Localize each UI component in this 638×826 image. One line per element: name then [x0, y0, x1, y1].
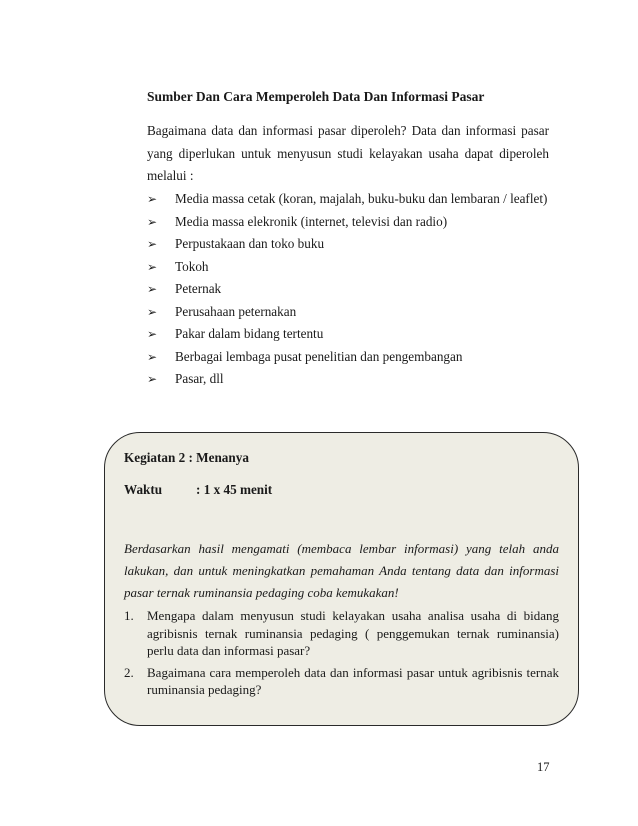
arrow-bullet-icon: ➢ — [147, 192, 158, 206]
list-item — [147, 346, 549, 369]
arrow-bullet-icon: ➢ — [147, 304, 158, 319]
list-item-text: Berbagai lembaga pusat penelitian dan pengembangan — [175, 348, 463, 364]
question-list — [124, 607, 559, 703]
page-number: 17 — [537, 760, 550, 774]
arrow-bullet-icon: ➢ — [147, 349, 158, 364]
list-item — [147, 323, 549, 346]
question-number: 2. — [124, 664, 134, 680]
arrow-bullet-icon: ➢ — [147, 372, 158, 386]
question-item — [124, 607, 559, 660]
list-item — [147, 278, 549, 301]
time-label: Waktu — [124, 482, 163, 497]
list-item — [147, 188, 549, 211]
activity-prompt: Berdasarkan hasil mengamati (membaca lembar informasi) yang telah anda lakukan, dan untuk meningkatkan pemahaman Anda tentang data dan informasi pasar ternak ruminansia pedaging coba kemukakan! — [124, 541, 559, 600]
activity-title: Kegiatan 2 : Menanya — [124, 450, 249, 465]
list-item-text: Peternak — [175, 281, 222, 296]
intro-paragraph: Bagaimana data dan informasi pasar diperoleh? Data dan informasi pasar yang diperlukan untuk menyusun studi kelayakan usaha dapat diperoleh melalui : — [147, 123, 549, 183]
arrow-bullet-icon: ➢ — [147, 282, 158, 296]
section-title: Sumber Dan Cara Memperoleh Data Dan Informasi Pasar — [147, 89, 485, 104]
list-item-text: Media massa cetak (koran, majalah, buku-buku dan lembaran / leaflet) — [175, 191, 548, 206]
arrow-bullet-icon: ➢ — [147, 214, 158, 229]
list-item — [147, 256, 549, 279]
arrow-bullet-icon: ➢ — [147, 259, 158, 274]
question-text: Mengapa dalam menyusun studi kelayakan usaha analisa usaha di bidang agribisnis ternak ruminansia pedaging ( penggemukan ternak ruminansia) perlu data dan informasi pasar? — [147, 608, 559, 658]
question-text: Bagaimana cara memperoleh data dan informasi pasar untuk agribisnis ternak ruminansia pedaging? — [147, 664, 559, 697]
list-item-text: Perusahaan peternakan — [175, 303, 297, 319]
list-item-text: Pakar dalam bidang tertentu — [175, 326, 324, 341]
list-item-text: Tokoh — [175, 258, 209, 274]
list-item — [147, 368, 549, 391]
arrow-bullet-icon: ➢ — [147, 327, 158, 341]
time-value: : 1 x 45 menit — [196, 482, 273, 497]
market-info-sources-list — [147, 188, 549, 391]
list-item-text: Media massa elekronik (internet, televisi dan radio) — [175, 213, 448, 229]
list-item-text: Perpustakaan dan toko buku — [175, 236, 325, 251]
question-item — [124, 664, 559, 699]
question-number: 1. — [124, 608, 134, 623]
activity-time — [124, 482, 272, 498]
list-item — [147, 233, 549, 256]
list-item-text: Pasar, dll — [175, 371, 224, 386]
arrow-bullet-icon: ➢ — [147, 237, 158, 251]
list-item — [147, 211, 549, 234]
list-item — [147, 301, 549, 324]
